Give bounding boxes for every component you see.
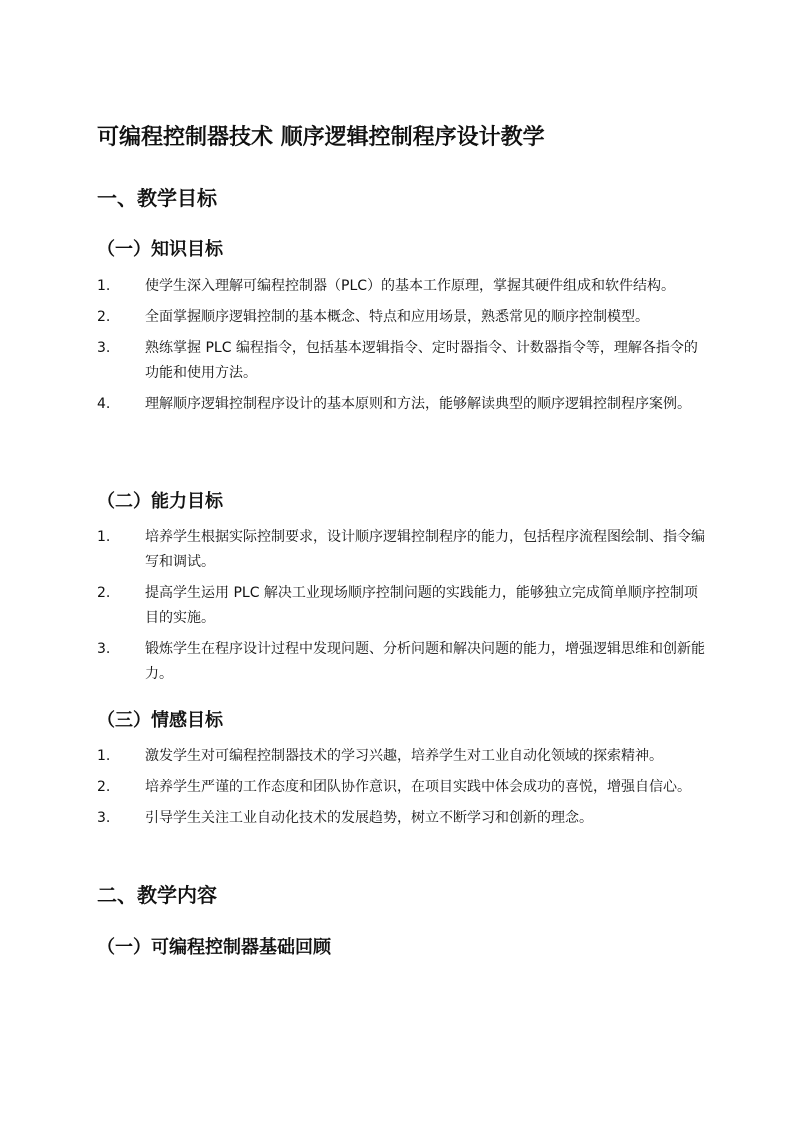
list-item — [97, 581, 707, 631]
list-item-text: 引导学生关注工业自动化技术的发展趋势，树立不断学习和创新的理念。 — [145, 810, 593, 826]
list-item — [97, 305, 707, 330]
list-item-text: 熟练掌握 PLC 编程指令，包括基本逻辑指令、定时器指令、计数器指令等，理解各指令的功能和使用方法。 — [145, 340, 698, 381]
list-item-number: 1. — [97, 529, 111, 545]
document-title: 可编程控制器技术 顺序逻辑控制程序设计教学 — [97, 125, 545, 150]
list-item — [97, 392, 707, 417]
list-item — [97, 806, 707, 831]
list-item-number: 1. — [97, 278, 111, 294]
list-item-text: 培养学生严谨的工作态度和团队协作意识，在项目实践中体会成功的喜悦，增强自信心。 — [145, 779, 691, 795]
list-item-text: 全面掌握顺序逻辑控制的基本概念、特点和应用场景，熟悉常见的顺序控制模型。 — [145, 309, 649, 325]
list-item-number: 4. — [97, 396, 111, 412]
subsection-heading-plc-basics-review: （一）可编程控制器基础回顾 — [97, 937, 331, 958]
list-item-number: 2. — [97, 779, 111, 795]
subsection-heading-emotion-objectives: （三）情感目标 — [97, 710, 223, 731]
list-item-text: 提高学生运用 PLC 解决工业现场顺序控制问题的实践能力，能够独立完成简单顺序控制项目的实施。 — [145, 585, 698, 626]
list-item-text: 激发学生对可编程控制器技术的学习兴趣，培养学生对工业自动化领域的探索精神。 — [145, 748, 663, 764]
list-item-text: 锻炼学生在程序设计过程中发现问题、分析问题和解决问题的能力，增强逻辑思维和创新能力。 — [145, 641, 705, 682]
list-item — [97, 274, 707, 299]
list-item — [97, 744, 707, 769]
emotion-objectives-list — [97, 744, 707, 837]
list-item-number: 3. — [97, 340, 111, 356]
list-item-text: 使学生深入理解可编程控制器（PLC）的基本工作原理，掌握其硬件组成和软件结构。 — [145, 278, 676, 294]
list-item-number: 2. — [97, 309, 111, 325]
list-item-number: 3. — [97, 641, 111, 657]
subsection-heading-ability-objectives: （二）能力目标 — [97, 491, 223, 512]
list-item-number: 3. — [97, 810, 111, 826]
list-item — [97, 336, 707, 386]
list-item-text: 理解顺序逻辑控制程序设计的基本原则和方法，能够解读典型的顺序逻辑控制程序案例。 — [145, 396, 691, 412]
list-item — [97, 775, 707, 800]
section-heading-teaching-objectives: 一、教学目标 — [97, 186, 217, 210]
subsection-heading-knowledge-objectives: （一）知识目标 — [97, 239, 223, 260]
list-item — [97, 637, 707, 687]
list-item-number: 1. — [97, 748, 111, 764]
section-heading-teaching-content: 二、教学内容 — [97, 883, 217, 907]
list-item-number: 2. — [97, 585, 111, 601]
list-item-text: 培养学生根据实际控制要求，设计顺序逻辑控制程序的能力，包括程序流程图绘制、指令编写和调试。 — [145, 529, 705, 570]
ability-objectives-list — [97, 525, 707, 693]
list-item — [97, 525, 707, 575]
knowledge-objectives-list — [97, 274, 707, 423]
